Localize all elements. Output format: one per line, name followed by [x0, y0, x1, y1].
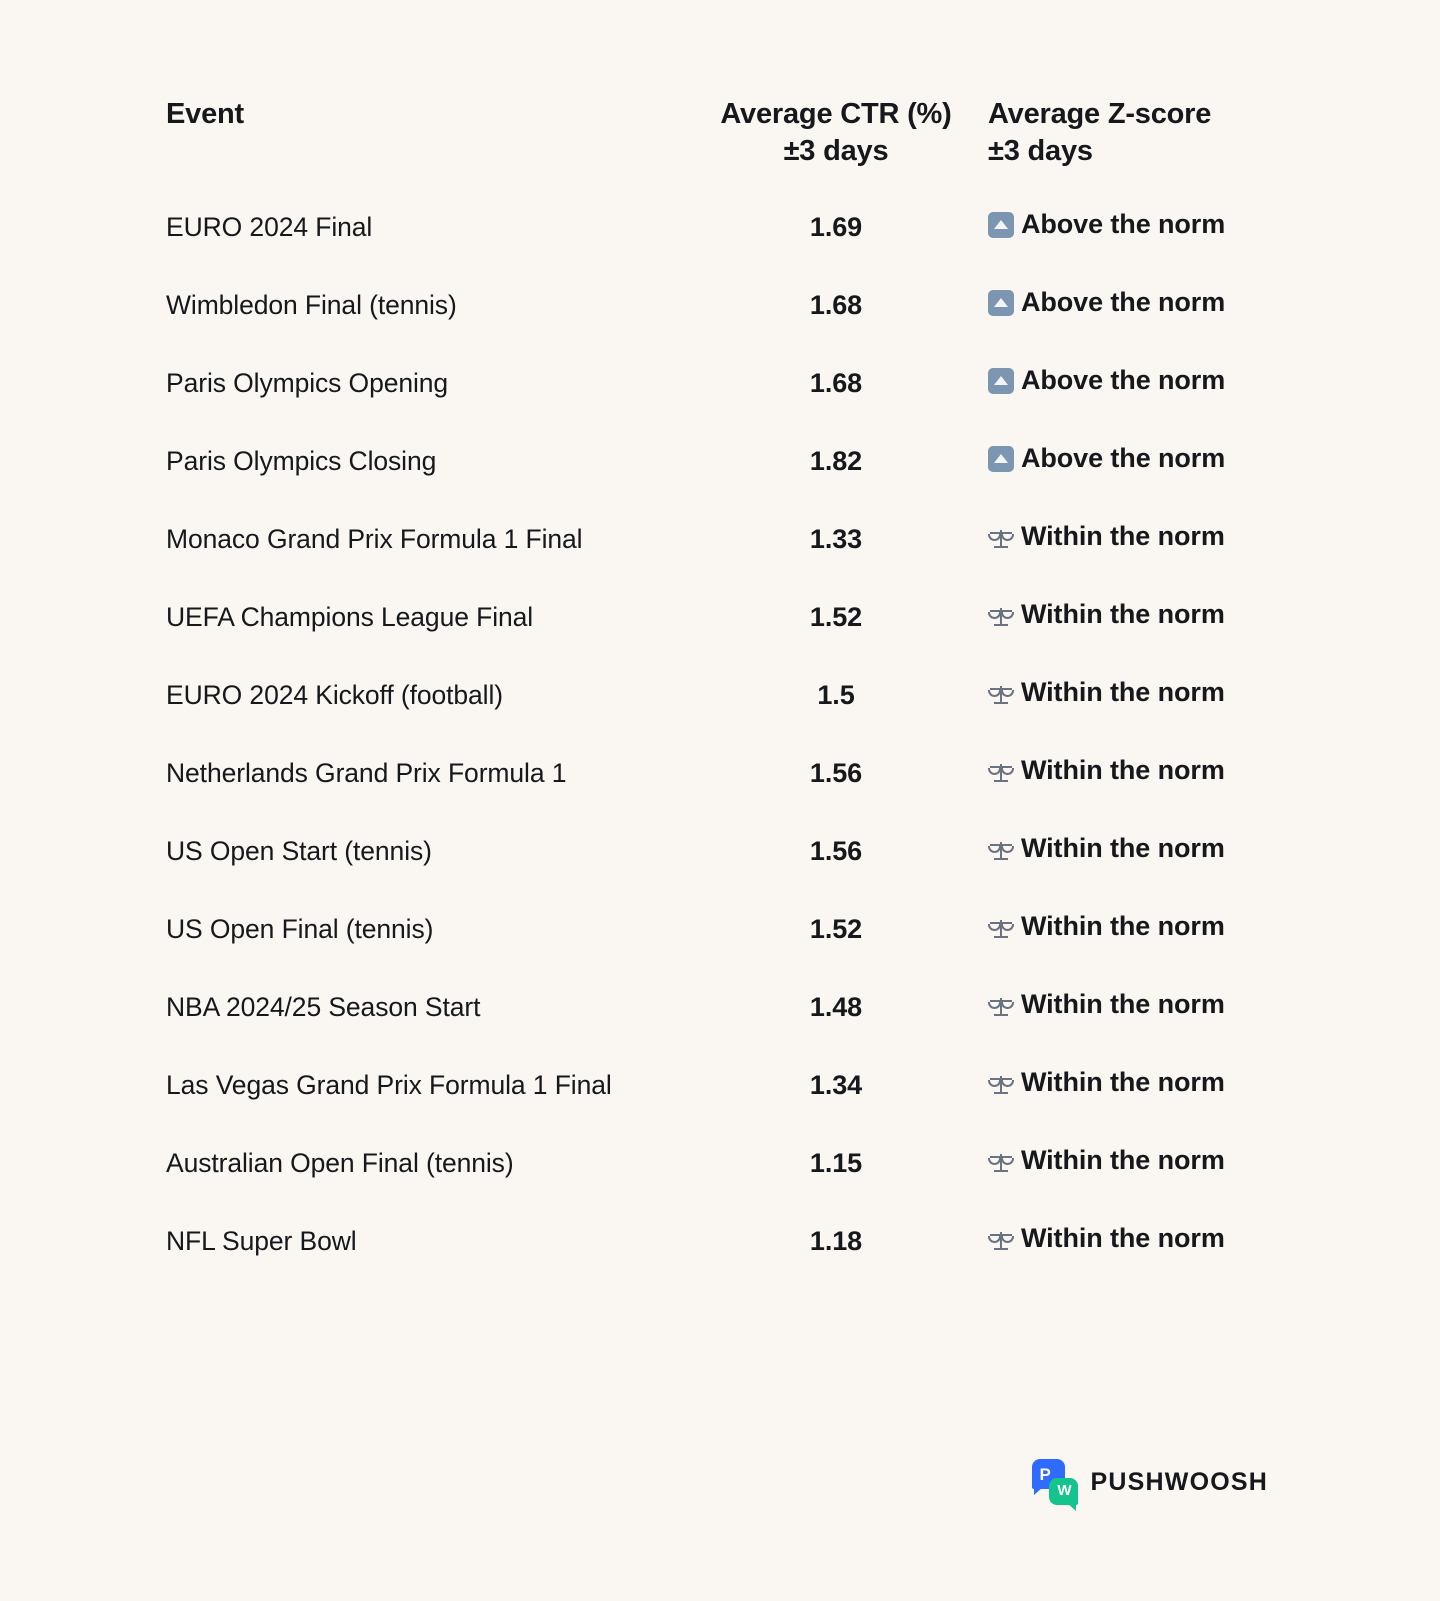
within-norm-icon [988, 602, 1014, 628]
pushwoosh-logo-text: PUSHWOOSH [1090, 1467, 1268, 1496]
column-header-event: Event [166, 98, 244, 130]
cell-event: Monaco Grand Prix Formula 1 Final [166, 523, 583, 554]
cell-zscore [986, 422, 1326, 500]
table-row [166, 266, 1326, 344]
cell-event: EURO 2024 Kickoff (football) [166, 679, 503, 710]
within-norm-icon [988, 1070, 1014, 1096]
table-row [166, 968, 1326, 1046]
cell-zscore [986, 1124, 1326, 1202]
cell-zscore-label: Above the norm [1021, 287, 1226, 318]
cell-event: US Open Final (tennis) [166, 913, 434, 944]
cell-zscore-label: Within the norm [1021, 521, 1225, 552]
cell-event: UEFA Champions League Final [166, 601, 534, 632]
table-row [166, 344, 1326, 422]
cell-ctr: 1.5 [817, 679, 855, 710]
cell-zscore-label: Within the norm [1021, 911, 1225, 942]
column-header-ctr-line1: Average CTR (%) [720, 98, 952, 130]
column-header-ctr-line2: ±3 days [783, 135, 889, 168]
cell-ctr: 1.15 [809, 1147, 863, 1178]
cell-zscore-label: Within the norm [1021, 989, 1225, 1020]
column-header-ctr [686, 96, 986, 188]
cell-zscore-label: Within the norm [1021, 1223, 1225, 1254]
above-norm-icon [988, 290, 1014, 316]
within-norm-icon [988, 758, 1014, 784]
cell-zscore [986, 812, 1326, 890]
table-row [166, 656, 1326, 734]
pushwoosh-logo [1032, 1459, 1268, 1505]
table-row [166, 812, 1326, 890]
cell-event: EURO 2024 Final [166, 211, 373, 242]
within-norm-icon [988, 680, 1014, 706]
logo-letter-w: W [1057, 1482, 1072, 1499]
cell-ctr: 1.56 [809, 757, 863, 788]
table-row [166, 578, 1326, 656]
table-row [166, 500, 1326, 578]
above-norm-icon [988, 212, 1014, 238]
cell-ctr: 1.52 [809, 601, 863, 632]
table-body [166, 188, 1326, 1280]
cell-ctr: 1.56 [809, 835, 863, 866]
cell-zscore [986, 500, 1326, 578]
cell-zscore [986, 968, 1326, 1046]
cell-event: NFL Super Bowl [166, 1225, 357, 1256]
cell-zscore-label: Within the norm [1021, 833, 1225, 864]
cell-zscore-label: Above the norm [1021, 209, 1226, 240]
cell-event: Australian Open Final (tennis) [166, 1147, 514, 1178]
cell-zscore [986, 578, 1326, 656]
cell-event: NBA 2024/25 Season Start [166, 991, 481, 1022]
cell-ctr: 1.52 [809, 913, 863, 944]
cell-zscore [986, 890, 1326, 968]
table-row [166, 734, 1326, 812]
cell-ctr: 1.18 [809, 1225, 863, 1256]
cell-ctr: 1.48 [809, 991, 863, 1022]
table-row [166, 890, 1326, 968]
table-row [166, 1202, 1326, 1280]
within-norm-icon [988, 992, 1014, 1018]
within-norm-icon [988, 836, 1014, 862]
table-header [166, 96, 1326, 188]
cell-zscore [986, 1046, 1326, 1124]
table-row [166, 1046, 1326, 1124]
within-norm-icon [988, 524, 1014, 550]
cell-zscore-label: Within the norm [1021, 677, 1225, 708]
column-header-zscore-line1: Average Z-score [988, 98, 1212, 130]
cell-zscore [986, 1202, 1326, 1280]
within-norm-icon [988, 914, 1014, 940]
cell-ctr: 1.68 [809, 289, 863, 320]
cell-ctr: 1.82 [809, 445, 863, 476]
cell-ctr: 1.33 [809, 523, 863, 554]
column-header-zscore-line2: ±3 days [988, 135, 1093, 168]
cell-zscore-label: Above the norm [1021, 365, 1226, 396]
cell-event: Paris Olympics Closing [166, 445, 437, 476]
cell-ctr: 1.34 [809, 1069, 863, 1100]
cell-event: US Open Start (tennis) [166, 835, 432, 866]
table-row [166, 422, 1326, 500]
cell-zscore [986, 656, 1326, 734]
cell-event: Las Vegas Grand Prix Formula 1 Final [166, 1069, 612, 1100]
above-norm-icon [988, 368, 1014, 394]
cell-zscore [986, 188, 1326, 266]
cell-zscore-label: Within the norm [1021, 599, 1225, 630]
cell-zscore-label: Within the norm [1021, 755, 1225, 786]
cell-zscore [986, 344, 1326, 422]
cell-ctr: 1.69 [809, 211, 863, 242]
within-norm-icon [988, 1148, 1014, 1174]
within-norm-icon [988, 1226, 1014, 1252]
cell-zscore [986, 266, 1326, 344]
column-header-zscore [986, 96, 1326, 188]
cell-event: Paris Olympics Opening [166, 367, 449, 398]
above-norm-icon [988, 446, 1014, 472]
pushwoosh-logo-icon [1032, 1459, 1078, 1505]
cell-zscore-label: Above the norm [1021, 443, 1226, 474]
table-row [166, 188, 1326, 266]
cell-zscore [986, 734, 1326, 812]
cell-ctr: 1.68 [809, 367, 863, 398]
cell-zscore-label: Within the norm [1021, 1067, 1225, 1098]
table-row [166, 1124, 1326, 1202]
cell-event: Netherlands Grand Prix Formula 1 [166, 757, 567, 788]
table-header-row [166, 96, 1326, 188]
logo-letter-p: P [1039, 1465, 1051, 1484]
events-ctr-table [166, 96, 1326, 1280]
cell-event: Wimbledon Final (tennis) [166, 289, 457, 320]
cell-zscore-label: Within the norm [1021, 1145, 1225, 1176]
